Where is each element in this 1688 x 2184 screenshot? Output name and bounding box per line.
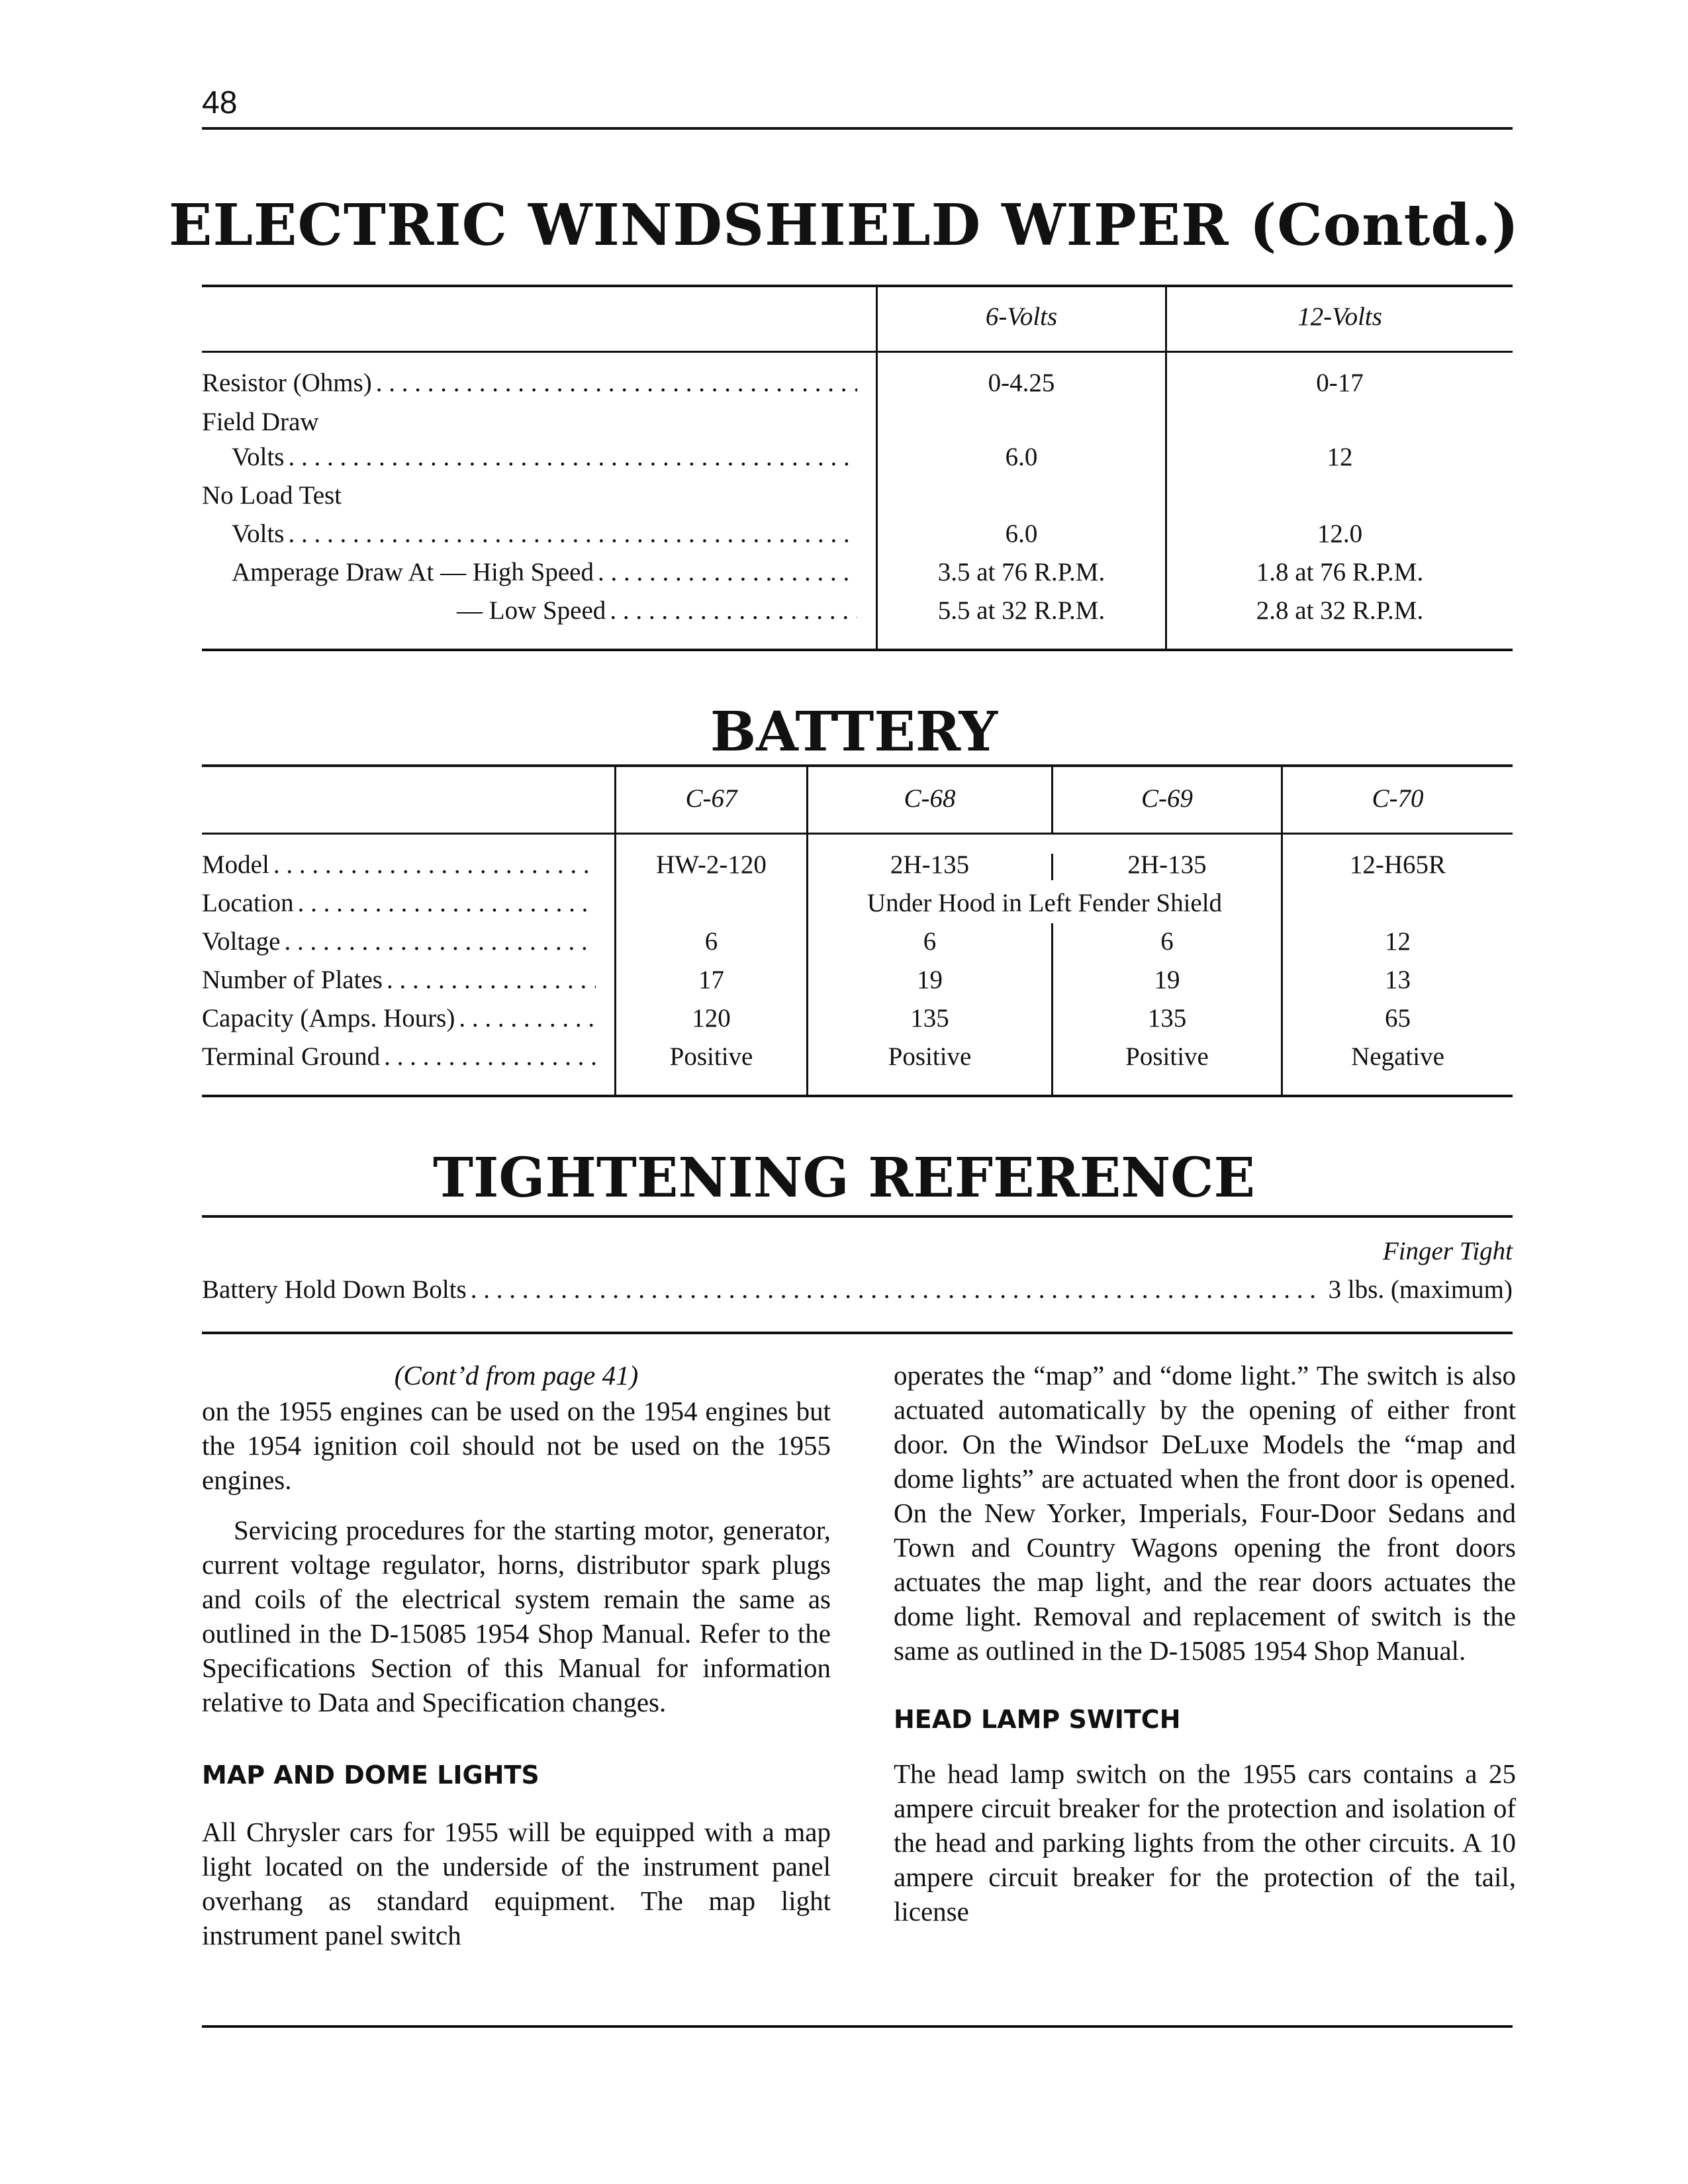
cell-value: 120 bbox=[692, 1004, 731, 1032]
table-row bbox=[202, 888, 596, 918]
section-heading: MAP AND DOME LIGHTS bbox=[202, 1760, 539, 1790]
table-row bbox=[232, 519, 857, 549]
paragraph: All Chrysler cars for 1955 will be equipped with a map light located on the underside of the instrument panel overhang as standard equipment. The map light instrument panel switch bbox=[202, 1817, 831, 1950]
table-rule bbox=[202, 833, 1513, 835]
table-rule bbox=[202, 764, 1513, 767]
cell-value: 2H-135 bbox=[890, 850, 970, 879]
cell-value: 13 bbox=[1385, 966, 1411, 994]
paragraph: operates the “map” and “dome light.” The switch is also actuated automatically by the opening of either front door. On the Windsor DeLuxe Models the “map and dome lights” are actuated when the front door is opened. On the New Yorker, Imperials, Four-Door Sedans and Town and Country Wagons opening the front doors actuates the map light, and the rear doors actuates the dome light. Removal and replacement of switch is the same as outlined in the D-15085 1954 Shop Manual. bbox=[894, 1360, 1516, 1666]
location-span-value: Under Hood in Left Fender Shield bbox=[808, 888, 1281, 918]
cell-value: 6 bbox=[1160, 927, 1174, 956]
table-rule bbox=[202, 1215, 1513, 1218]
column-header: C-68 bbox=[904, 784, 956, 813]
battery-title: BATTERY bbox=[710, 700, 998, 764]
row-label: Capacity (Amps. Hours) bbox=[202, 1004, 455, 1032]
paragraph: The head lamp switch on the 1955 cars contains a 25 ampere circuit breaker for the protection and isolation of the head and parking lights from the other circuits. A 10 ampere circuit breaker for the protection of the tail, license bbox=[894, 1758, 1516, 1927]
cell-value: 3.5 at 76 R.P.M. bbox=[937, 558, 1105, 586]
table-rule bbox=[202, 1332, 1513, 1334]
cell-value: 2.8 at 32 R.P.M. bbox=[1256, 596, 1424, 625]
left-column bbox=[202, 1358, 831, 1952]
cell-value: 135 bbox=[1147, 1004, 1187, 1032]
cell-value: 12 bbox=[1327, 443, 1353, 471]
cell-value: 19 bbox=[1154, 966, 1180, 994]
cell-value: 135 bbox=[910, 1004, 949, 1032]
table-row bbox=[202, 1042, 596, 1071]
table-rule bbox=[202, 1095, 1513, 1097]
cell-value: Negative bbox=[1351, 1042, 1444, 1071]
cell-value: Positive bbox=[1125, 1042, 1209, 1071]
row-label: — Low Speed bbox=[457, 596, 606, 625]
bottom-rule bbox=[202, 2025, 1513, 2028]
table-row bbox=[457, 596, 857, 625]
row-label: No Load Test bbox=[202, 481, 342, 510]
table-row bbox=[202, 927, 596, 956]
table-rule bbox=[202, 285, 1513, 287]
column-header: 12-Volts bbox=[1297, 302, 1382, 331]
page-number: 48 bbox=[202, 85, 238, 120]
cell-value: 2H-135 bbox=[1127, 850, 1207, 879]
cell-value: 5.5 at 32 R.P.M. bbox=[937, 596, 1105, 625]
table-row bbox=[232, 442, 857, 472]
cell-value: 6.0 bbox=[1005, 520, 1038, 548]
row-label: Resistor (Ohms) bbox=[202, 369, 372, 397]
table-row bbox=[202, 1275, 1513, 1304]
table-row bbox=[202, 1003, 596, 1033]
cell-value: 17 bbox=[698, 966, 724, 994]
column-header: C-69 bbox=[1141, 784, 1193, 813]
table-rule bbox=[202, 351, 1513, 353]
column-header: C-67 bbox=[685, 784, 737, 813]
row-label: Amperage Draw At — High Speed bbox=[232, 558, 594, 586]
column-header: C-70 bbox=[1372, 784, 1424, 813]
cell-value: 65 bbox=[1385, 1004, 1411, 1032]
row-label: Terminal Ground bbox=[202, 1042, 381, 1071]
cell-value: Positive bbox=[888, 1042, 972, 1071]
table-row bbox=[232, 557, 857, 587]
cell-value: 0-17 bbox=[1316, 369, 1364, 397]
row-label: Field Draw bbox=[202, 408, 319, 436]
column-header: Finger Tight bbox=[1382, 1237, 1513, 1265]
table-row bbox=[202, 850, 596, 880]
table-row bbox=[202, 965, 596, 995]
row-label: Volts bbox=[232, 443, 285, 471]
cell-value: 6.0 bbox=[1005, 443, 1038, 471]
section-heading: HEAD LAMP SWITCH bbox=[894, 1705, 1181, 1734]
row-label: Volts bbox=[232, 520, 285, 548]
cell-value: 6 bbox=[923, 927, 937, 956]
row-label: Voltage bbox=[202, 927, 281, 956]
paragraph: Servicing procedures for the starting motor, generator, current voltage regulator, horns, distributor spark plugs and coils of the electrical system remain the same as outlined in the D-15085 1954 Shop Manual. Refer to the Specifications Section of this Manual for information relative to Data and Specification changes. bbox=[202, 1515, 831, 1717]
row-label: Model bbox=[202, 850, 269, 879]
cell-value: 19 bbox=[917, 966, 943, 994]
table-rule bbox=[202, 649, 1513, 651]
cell-value: 6 bbox=[704, 927, 718, 956]
cell-value: HW-2-120 bbox=[656, 850, 767, 879]
cell-value: Positive bbox=[669, 1042, 753, 1071]
cell-value: 12 bbox=[1385, 927, 1411, 956]
top-rule bbox=[202, 127, 1513, 130]
right-column bbox=[894, 1358, 1516, 1929]
row-label: Battery Hold Down Bolts bbox=[202, 1275, 467, 1304]
tightening-title: TIGHTENING REFERENCE bbox=[433, 1146, 1255, 1210]
row-label: Location bbox=[202, 889, 294, 917]
cell-value: 12-H65R bbox=[1349, 850, 1446, 879]
cell-value: 0-4.25 bbox=[988, 369, 1055, 397]
table-row bbox=[202, 368, 857, 398]
paragraph: on the 1955 engines can be used on the 1954 engines but the 1954 ignition coil should not be used on the 1955 engines. bbox=[202, 1396, 831, 1495]
cell-value: 1.8 at 76 R.P.M. bbox=[1256, 558, 1424, 586]
column-header: 6-Volts bbox=[985, 302, 1058, 331]
row-label: Number of Plates bbox=[202, 966, 383, 994]
continued-note: (Cont’d from page 41) bbox=[394, 1360, 639, 1390]
row-value: 3 lbs. (maximum) bbox=[1328, 1275, 1513, 1304]
cell-value: 12.0 bbox=[1317, 520, 1363, 548]
wiper-title: ELECTRIC WINDSHIELD WIPER (Contd.) bbox=[168, 192, 1520, 259]
